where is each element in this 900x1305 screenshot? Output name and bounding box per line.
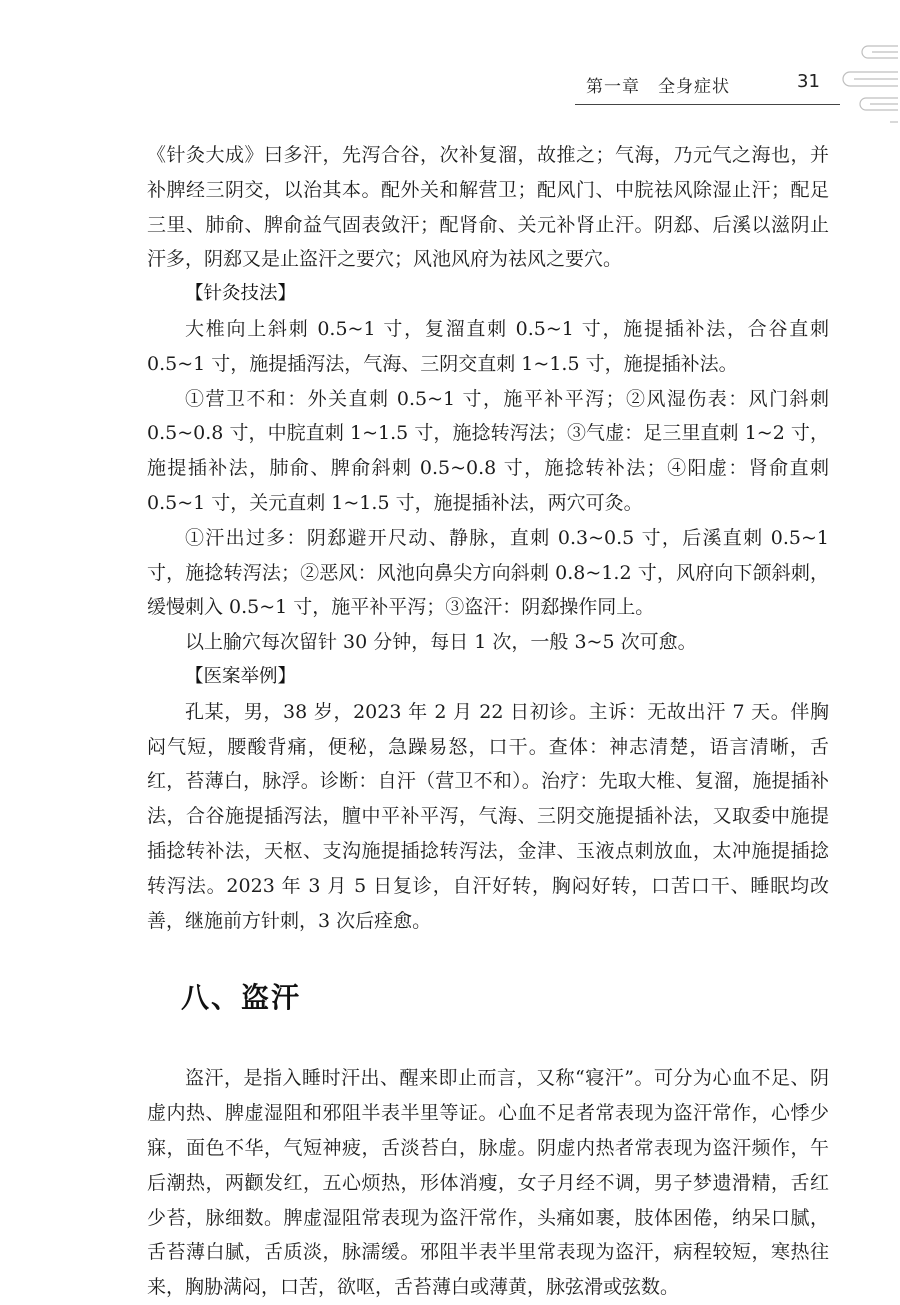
paragraph: ①营卫不和：外关直刺 0.5~1 寸，施平补平泻；②风湿伤表：风门斜刺 0.5~0.8 寸，中脘直刺 1~1.5 寸，施捻转泻法；③气虚：足三里直刺 1~2 寸，施提插补法，肺俞、脾俞斜刺 0.5~0.8 寸，施捻转补法；④阳虚：肾俞直刺 0.5~1 寸，关元直刺 1~1.5 寸，施提插补法，两穴可灸。 [147, 387, 829, 514]
section-spacer [147, 1028, 829, 1061]
page-number: 31 [797, 71, 820, 92]
paragraph: 孔某，男，38 岁，2023 年 2 月 22 日初诊。主诉：无故出汗 7 天。伴胸闷气短，腰酸背痛，便秘，急躁易怒，口干。查体：神志清楚，语言清晰，舌红，苔薄白，脉浮。诊断：自汗（营卫不和）。治疗：先取大椎、复溜，施提插补法，合谷施提插泻法，膻中平补平泻，气海、三阴交施提插补法，又取委中施提插捻转补法，天枢、支沟施提插捻转泻法，金津、玉液点刺放血，太冲施提插捻转泻法。2023 年 3 月 5 日复诊，自汗好转，胸闷好转，口苦口干、睡眠均改善，继施前方针刺，3 次后痊愈。 [147, 700, 829, 932]
paragraph: 大椎向上斜刺 0.5~1 寸，复溜直刺 0.5~1 寸，施提插补法，合谷直刺 0.5~1 寸，施提插泻法，气海、三阴交直刺 1~1.5 寸，施提插补法。 [147, 317, 829, 375]
paragraph: ①汗出过多：阴郄避开尺动、静脉，直刺 0.3~0.5 寸，后溪直刺 0.5~1 寸，施捻转泻法；②恶风：风池向鼻尖方向斜刺 0.8~1.2 寸，风府向下颌斜刺，缓慢刺入 0.5~1 寸，施平补平泻；③盗汗：阴郄操作同上。 [147, 526, 829, 619]
chapter-title: 第一章 全身症状 [586, 77, 730, 97]
header-rule [575, 104, 840, 105]
paragraph: 盗汗，是指入睡时汗出、醒来即止而言，又称“寝汗”。可分为心血不足、阴虚内热、脾虚湿阻和邪阻半表半里等证。心血不足者常表现为盗汗常作，心悸少寐，面色不华，气短神疲，舌淡苔白，脉虚。阴虚内热者常表现为盗汗频作，午后潮热，两颧发红，五心烦热，形体消瘦，女子月经不调，男子梦遗滑精，舌红少苔，脉细数。脾虚湿阻常表现为盗汗常作，头痛如裹，肢体困倦，纳呆口腻，舌苔薄白腻，舌质淡，脉濡缓。邪阻半表半里常表现为盗汗，病程较短，寒热往来，胸胁满闷，口苦，欲呕，舌苔薄白或薄黄，脉弦滑或弦数。 [147, 1067, 829, 1299]
subheading-technique: 【针灸技法】 [185, 283, 297, 305]
section-title: 八、盗汗 [181, 981, 302, 1015]
subheading-case: 【医案举例】 [185, 665, 297, 687]
running-header [0, 64, 900, 104]
paragraph: 《针灸大成》曰多汗，先泻合谷，次补复溜，故推之；气海，乃元气之海也，并补脾经三阴交，以治其本。配外关和解营卫；配风门、中脘祛风除湿止汗；配足三里、肺俞、脾俞益气固表敛汗；配肾俞、关元补肾止汗。阴郄、后溪以滋阴止汗多，阴郄又是止盗汗之要穴；风池风府为祛风之要穴。 [147, 144, 829, 271]
cloud-ornament-icon [838, 38, 900, 128]
paragraph: 以上腧穴每次留针 30 分钟，每日 1 次，一般 3~5 次可愈。 [185, 631, 697, 654]
page-body [147, 138, 829, 1305]
